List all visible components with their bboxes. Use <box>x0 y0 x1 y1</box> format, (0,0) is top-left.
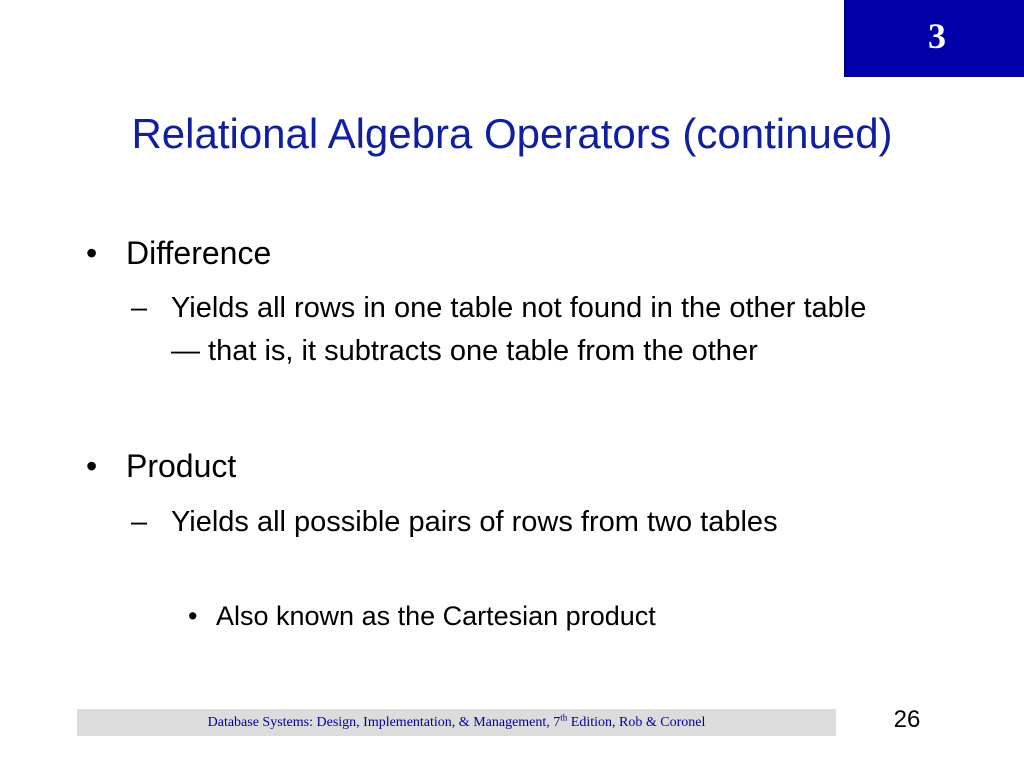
sub-bullet-text: Yields all rows in one table not found in the other table — that is, it subtracts one table from the other <box>171 292 867 367</box>
chapter-number: 3 <box>928 16 946 56</box>
footer-bar <box>77 709 836 736</box>
footer-citation <box>77 714 836 732</box>
footer-superscript: th <box>560 712 568 723</box>
slide-title: Relational Algebra Operators (continued) <box>131 110 893 157</box>
bullet-label: Difference <box>126 235 272 271</box>
footer-text-main: Database Systems: Design, Implementation, & Management, 7 <box>207 715 561 730</box>
dash-marker: – <box>131 506 148 538</box>
bullet-marker: • <box>188 601 198 631</box>
footer-text-end: Edition, Rob & Coronel <box>567 715 706 730</box>
bullet-label: Product <box>126 448 237 484</box>
page-number: 26 <box>893 706 921 733</box>
bullet-marker: • <box>86 235 98 271</box>
dash-marker: – <box>131 292 148 324</box>
sub-bullet-text: Yields all possible pairs of rows from two tables <box>171 506 778 538</box>
bullet-marker: • <box>86 448 98 484</box>
sub-sub-bullet-text: Also known as the Cartesian product <box>216 601 656 631</box>
